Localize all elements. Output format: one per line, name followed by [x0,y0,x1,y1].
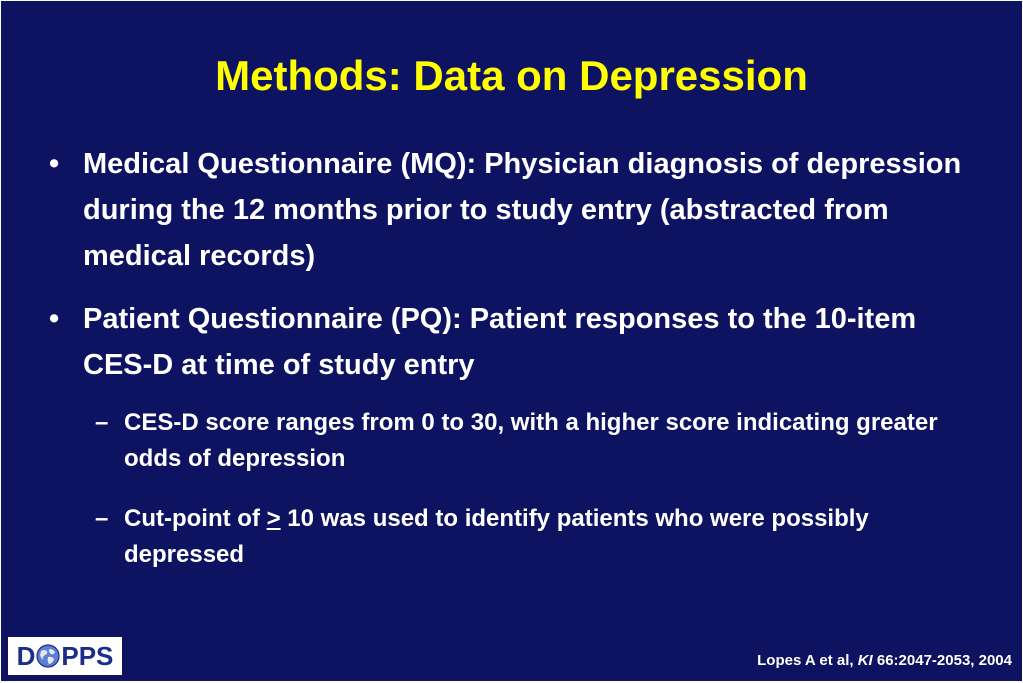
bullet-marker: • [49,148,60,180]
sub-bullet-text [124,501,944,573]
dopps-logo [8,637,122,675]
citation [757,651,1012,671]
sub-bullet-text-after: 10 was used to identify patients who were possibly depressed [124,505,869,568]
globe-icon [36,644,60,668]
bullet-patient-questionnaire [49,296,993,388]
slide [1,1,1022,681]
citation-suffix: 66:2047-2053, 2004 [872,652,1012,669]
sub-bullet-marker: – [95,409,109,436]
sub-bullet-score-range [95,405,944,477]
bullet-text: Medical Questionnaire (MQ): Physician diagnosis of depression during the 12 months prior to study entry (abstracted from medical records) [83,148,962,272]
sub-bullet-text-before: Cut-point of [124,505,267,532]
sub-bullet-marker: – [95,505,109,532]
logo-text-right: PPS [61,640,114,671]
sub-bullet-cut-point [95,501,944,573]
bullet-marker: • [49,303,60,335]
greater-or-equal-symbol: > [266,505,281,532]
sub-bullet-text: CES-D score ranges from 0 to 30, with a higher score indicating greater odds of depression [124,409,938,472]
citation-journal: KI [857,652,873,669]
slide-title: Methods: Data on Depression [215,52,808,99]
bullet-medical-questionnaire [49,141,993,279]
logo-text-left: D [16,640,36,671]
citation-prefix: Lopes A et al, [757,652,858,669]
bullet-text: Patient Questionnaire (PQ): Patient responses to the 10-item CES-D at time of study entry [83,303,917,381]
